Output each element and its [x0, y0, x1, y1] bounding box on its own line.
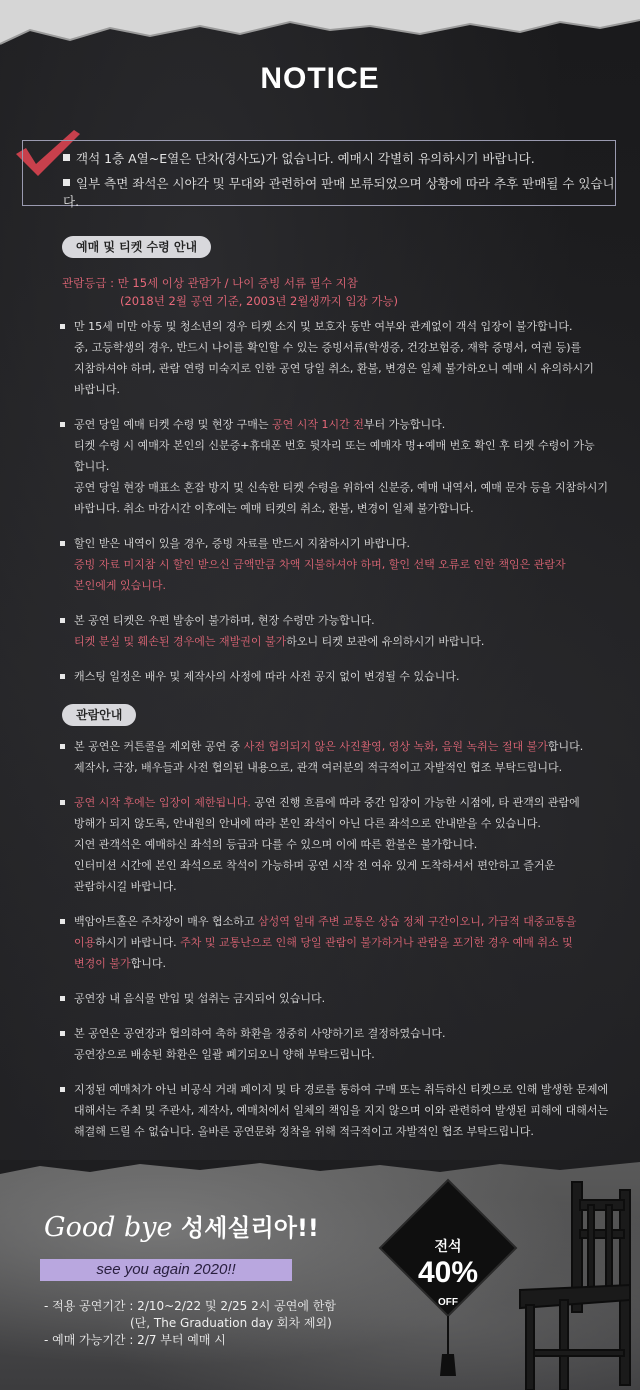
age-rating-sub: (2018년 2월 공연 기준, 2003년 2월생까지 입장 가능) [120, 294, 399, 308]
list-line: 캐스팅 일정은 배우 및 제작사의 사정에 따라 사전 공지 없이 변경될 수 있습니다. [74, 670, 460, 683]
list-line: 바랍니다. 취소 마감시간 이후에는 예매 티켓의 취소, 환불, 변경이 일체 불가합니다. [74, 502, 474, 515]
highlight-line: 본인에게 있습니다. [74, 579, 167, 592]
list-line: 공연장으로 배송된 화환은 일괄 폐기되오니 양해 부탁드립니다. [74, 1048, 375, 1061]
bullet-icon [63, 179, 70, 186]
list-item [60, 1023, 588, 1065]
list-line: 본 공연 티켓은 우편 발송이 불가하며, 현장 수령만 가능합니다. [74, 614, 375, 627]
list-item [60, 911, 588, 974]
list-line: 중, 고등학생의 경우, 반드시 나이를 확인할 수 있는 증빙서류(학생증, 건강보험증, 재학 증명서, 여권 등)를 [74, 341, 582, 354]
discount-badge [378, 1178, 518, 1378]
notice-line-1 [63, 149, 535, 167]
list-line: 지참하셔야 하며, 관람 연령 미숙지로 인한 공연 당일 취소, 환불, 변경은 일체 불가하오니 예매 시 유의하시기 [74, 362, 594, 375]
age-rating-line: 관람등급 : 만 15세 이상 관람가 / 나이 증빙 서류 필수 지참 [62, 276, 358, 290]
list-item [60, 666, 588, 687]
list-line [74, 736, 588, 757]
list-line: 바랍니다. [74, 383, 121, 396]
notice-title: NOTICE [260, 62, 380, 95]
list-item [60, 610, 588, 652]
section-label-guide: 관람안내 [62, 704, 136, 726]
list-line: 관람하시길 바랍니다. [74, 880, 177, 893]
list-item [60, 533, 588, 596]
see-you-banner: see you again 2020!! [40, 1259, 292, 1281]
promo-info [44, 1298, 336, 1349]
text: 하오니 티켓 보관에 유의하시기 바랍니다. [286, 635, 485, 648]
list-item [60, 1079, 609, 1142]
highlight-text: 공연 시작 1시간 전 [272, 418, 364, 431]
section-label-ticket: 예매 및 티켓 수령 안내 [62, 236, 211, 258]
highlight-text: 변경이 불가 [74, 957, 131, 970]
badge-label-all-seats: 전석 [434, 1239, 462, 1255]
list-line: 티켓 수령 시 예매자 본인의 신분증+휴대폰 번호 뒷자리 또는 예매자 명+예매 번호 확인 후 티켓 수령이 가능 [74, 439, 595, 452]
highlight-text: 사전 협의되지 않은 사진촬영, 영상 녹화, 음원 녹취는 절대 불가 [243, 740, 548, 753]
list-line: 합니다. [74, 460, 110, 473]
list-line [74, 792, 588, 813]
list-line: 해결해 드릴 수 없습니다. 올바른 공연문화 정착을 위해 적극적이고 자발적인 협조 부탁드립니다. [74, 1125, 534, 1138]
text: 공연 진행 흐름에 따라 중간 입장이 가능한 시점에, 타 관객의 관람에 [250, 796, 580, 809]
highlight-text: 주차 및 교통난으로 인해 당일 관람이 불가하거나 관람을 포기한 경우 예매 취소 및 [180, 936, 573, 949]
list-item [60, 792, 588, 897]
list-line [74, 953, 588, 974]
highlight-text: 이용 [74, 936, 96, 949]
notice-text-2: 일부 측면 좌석은 시야각 및 무대와 관련하여 판매 보류되었으며 상황에 따라 추후 판매될 수 있습니다. [63, 176, 615, 209]
text: 본 공연은 커튼콜을 제외한 공연 중 [74, 740, 244, 753]
goodbye-headline [44, 1208, 319, 1243]
guide-list [60, 736, 609, 1156]
notice-text-1: 객석 1층 A열~E열은 단차(경사도)가 없습니다. 예매시 각별히 유의하시기 바랍니다. [76, 151, 535, 166]
list-line: 지연 관객석은 예매하신 좌석의 등급과 다를 수 있으며 이에 따른 환불은 불가합니다. [74, 838, 478, 851]
promo-exception: (단, The Graduation day 회차 제외) [130, 1316, 332, 1330]
list-line: 공연 당일 현장 매표소 혼잡 방지 및 신속한 티켓 수령을 위하여 신분증, 예매 내역서, 예매 문자 등을 지참하시기 [74, 481, 608, 494]
list-line: 공연장 내 음식물 반입 및 섭취는 금지되어 있습니다. [74, 992, 326, 1005]
list-line [74, 932, 588, 953]
goodbye-text: Good bye [44, 1212, 182, 1243]
promo-banner [0, 1160, 640, 1390]
list-line: 만 15세 미만 아동 및 청소년의 경우 티켓 소지 및 보호자 동반 여부와 관계없이 객석 입장이 불가합니다. [74, 320, 573, 333]
bullet-icon [63, 154, 70, 161]
promo-period: - 적용 공연기간 : 2/10~2/22 및 2/25 2시 공연에 한함 [44, 1299, 336, 1313]
list-line [74, 414, 588, 435]
list-line: 지정된 예매처가 아닌 비공식 거래 페이지 및 타 경로를 통하여 구매 또는 취득하신 티켓으로 인해 발생한 문제에 [74, 1083, 609, 1096]
list-item [60, 736, 588, 778]
text: 하시기 바랍니다. [95, 936, 181, 949]
list-line: 방해가 되지 않도록, 안내원의 안내에 따라 본인 좌석이 아닌 다른 좌석으로 안내받을 수 있습니다. [74, 817, 541, 830]
promo-booking-period: - 예매 가능기간 : 2/7 부터 예매 시 [44, 1333, 226, 1347]
list-line [74, 631, 588, 652]
highlight-line: 증빙 자료 미지참 시 할인 받으신 금액만큼 차액 지불하셔야 하며, 할인 선택 오류로 인한 책임은 관람자 [74, 558, 566, 571]
list-line: 인터미션 시간에 본인 좌석으로 착석이 가능하며 공연 시작 전 여유 있게 도착하셔서 편안하고 즐거운 [74, 859, 556, 872]
ticket-list [60, 316, 608, 701]
list-line: 제작사, 극장, 배우들과 사전 협의된 내용으로, 관객 여러분의 적극적이고 자발적인 협조 부탁드립니다. [74, 761, 563, 774]
highlight-text: 삼성역 일대 주변 교통은 상습 정체 구간이오니, 가급적 대중교통을 [258, 915, 577, 928]
notice-line-2 [63, 174, 615, 210]
text: 부터 가능합니다. [363, 418, 446, 431]
list-item [60, 414, 608, 519]
list-item [60, 988, 588, 1009]
age-rating [62, 274, 398, 310]
highlight-text: 티켓 분실 및 훼손된 경우에는 재발권이 불가 [74, 635, 287, 648]
list-line [74, 911, 588, 932]
list-line: 대해서는 주최 및 주관사, 제작사, 예매처에서 일체의 책임을 지지 않으며 이와 관련하여 발생된 피해에 대해서는 [74, 1104, 609, 1117]
text: 공연 당일 예매 티켓 수령 및 현장 구매는 [74, 418, 272, 431]
torn-paper-edge [0, 0, 640, 48]
list-line: 할인 받은 내역이 있을 경우, 증빙 자료를 반드시 지참하시기 바랍니다. [74, 537, 410, 550]
badge-discount-value: 40% [417, 1256, 479, 1289]
text: 백암아트홀은 주차장이 매우 협소하고 [74, 915, 259, 928]
badge-off-label: OFF [438, 1297, 458, 1308]
goodbye-name: 성세실리아!! [181, 1214, 319, 1242]
notice-box [22, 140, 616, 209]
list-line: 본 공연은 공연장과 협의하여 축하 화환을 정중히 사양하기로 결정하였습니다. [74, 1027, 446, 1040]
text: 합니다. [130, 957, 167, 970]
list-item [60, 316, 594, 400]
text: 합니다. [547, 740, 584, 753]
highlight-text: 공연 시작 후에는 입장이 제한됩니다. [74, 796, 251, 809]
